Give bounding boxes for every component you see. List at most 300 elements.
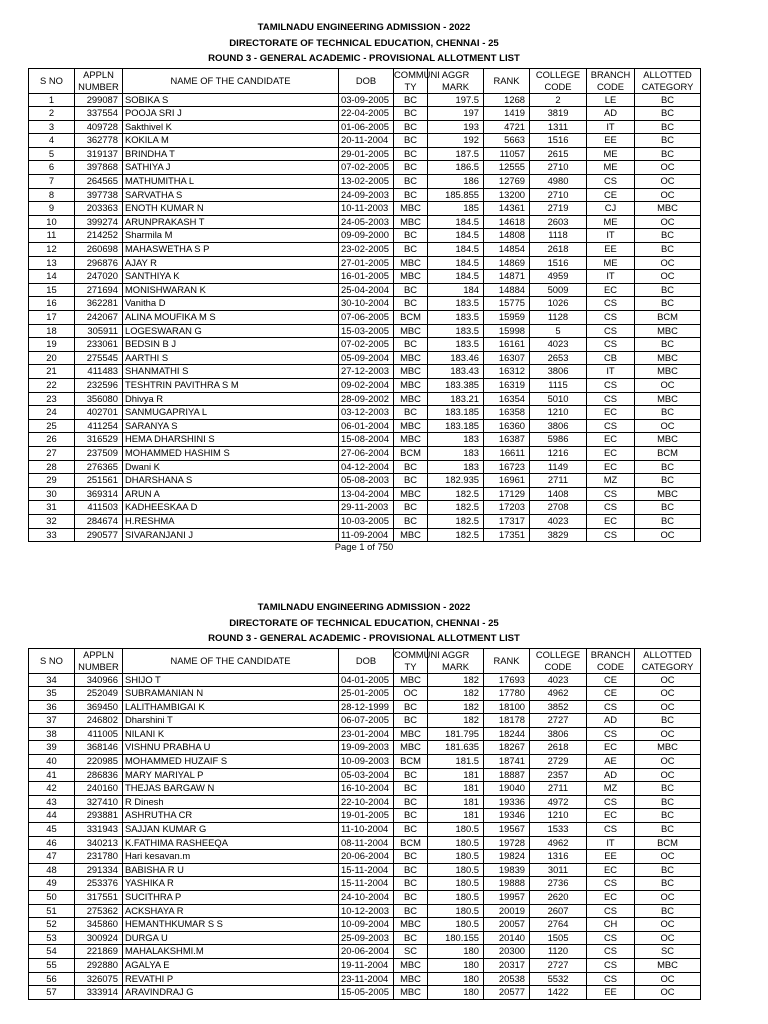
col-header-college-code: COLLEGE CODE	[530, 648, 587, 673]
cell-sno: 56	[29, 972, 75, 986]
cell-appln-number: 368146	[75, 741, 123, 755]
cell-branch-code: IT	[587, 120, 635, 134]
cell-aggr-mark: 197	[428, 107, 484, 121]
cell-branch-code: IT	[587, 229, 635, 243]
cell-allotted-category: OC	[635, 768, 701, 782]
cell-appln-number: 305911	[75, 324, 123, 338]
cell-community: BC	[394, 714, 428, 728]
cell-college-code: 2711	[530, 474, 587, 488]
cell-appln-number: 397868	[75, 161, 123, 175]
cell-branch-code: CS	[587, 419, 635, 433]
cell-rank: 16319	[484, 378, 530, 392]
cell-community: BC	[394, 891, 428, 905]
cell-branch-code: AD	[587, 714, 635, 728]
cell-community: MBC	[394, 256, 428, 270]
cell-community: BC	[394, 107, 428, 121]
cell-candidate-name: SARANYA S	[123, 419, 339, 433]
cell-branch-code: CS	[587, 378, 635, 392]
cell-rank: 14869	[484, 256, 530, 270]
cell-college-code: 2736	[530, 877, 587, 891]
cell-sno: 33	[29, 528, 75, 542]
cell-allotted-category: BC	[635, 809, 701, 823]
cell-sno: 24	[29, 406, 75, 420]
cell-dob: 15-03-2005	[339, 324, 394, 338]
table-row	[29, 93, 701, 107]
cell-sno: 54	[29, 945, 75, 959]
cell-rank: 20057	[484, 918, 530, 932]
table-row	[29, 687, 701, 701]
cell-sno: 15	[29, 283, 75, 297]
cell-candidate-name: AJAY R	[123, 256, 339, 270]
cell-rank: 14884	[484, 283, 530, 297]
cell-allotted-category: BC	[635, 147, 701, 161]
cell-college-code: 4959	[530, 270, 587, 284]
cell-branch-code: EC	[587, 460, 635, 474]
cell-branch-code: ME	[587, 147, 635, 161]
cell-college-code: 2719	[530, 202, 587, 216]
cell-allotted-category: BC	[635, 782, 701, 796]
cell-branch-code: CS	[587, 700, 635, 714]
cell-dob: 10-12-2003	[339, 904, 394, 918]
cell-candidate-name: Dhivya R	[123, 392, 339, 406]
cell-dob: 08-11-2004	[339, 836, 394, 850]
cell-dob: 01-06-2005	[339, 120, 394, 134]
cell-branch-code: CS	[587, 297, 635, 311]
table-row	[29, 958, 701, 972]
cell-dob: 04-12-2004	[339, 460, 394, 474]
table-row	[29, 378, 701, 392]
cell-candidate-name: SATHIYA J	[123, 161, 339, 175]
cell-branch-code: EC	[587, 741, 635, 755]
cell-rank: 16360	[484, 419, 530, 433]
cell-candidate-name: ARUN A	[123, 487, 339, 501]
cell-dob: 15-05-2005	[339, 986, 394, 1000]
cell-dob: 07-06-2005	[339, 311, 394, 325]
table-row	[29, 365, 701, 379]
cell-community: BC	[394, 823, 428, 837]
table-header-row	[29, 68, 701, 93]
cell-branch-code: CS	[587, 338, 635, 352]
allotment-page-2	[28, 600, 700, 1000]
allotment-table	[28, 68, 701, 543]
cell-dob: 10-03-2005	[339, 514, 394, 528]
cell-community: BC	[394, 161, 428, 175]
cell-candidate-name: MONISHWARAN K	[123, 283, 339, 297]
col-header-aggr-mark: AGGR MARK	[428, 68, 484, 93]
cell-branch-code: LE	[587, 93, 635, 107]
cell-sno: 8	[29, 188, 75, 202]
cell-branch-code: ME	[587, 161, 635, 175]
cell-rank: 15998	[484, 324, 530, 338]
cell-dob: 07-02-2005	[339, 338, 394, 352]
cell-sno: 32	[29, 514, 75, 528]
cell-college-code: 4962	[530, 687, 587, 701]
cell-allotted-category: OC	[635, 256, 701, 270]
cell-candidate-name: ALINA MOUFIKA M S	[123, 311, 339, 325]
cell-dob: 10-09-2003	[339, 755, 394, 769]
cell-sno: 45	[29, 823, 75, 837]
cell-branch-code: CE	[587, 188, 635, 202]
cell-college-code: 1210	[530, 406, 587, 420]
cell-candidate-name: DHARSHANA S	[123, 474, 339, 488]
cell-candidate-name: MOHAMMED HUZAIF S	[123, 755, 339, 769]
cell-branch-code: CS	[587, 945, 635, 959]
table-row	[29, 188, 701, 202]
cell-sno: 50	[29, 891, 75, 905]
table-row	[29, 891, 701, 905]
cell-college-code: 1149	[530, 460, 587, 474]
cell-aggr-mark: 182	[428, 714, 484, 728]
table-row	[29, 474, 701, 488]
cell-appln-number: 203363	[75, 202, 123, 216]
table-row	[29, 904, 701, 918]
cell-sno: 6	[29, 161, 75, 175]
cell-community: BC	[394, 406, 428, 420]
cell-allotted-category: BCM	[635, 446, 701, 460]
table-row	[29, 324, 701, 338]
col-header-aggr-mark: AGGR MARK	[428, 648, 484, 673]
cell-allotted-category: BC	[635, 501, 701, 515]
cell-rank: 17317	[484, 514, 530, 528]
cell-appln-number: 286836	[75, 768, 123, 782]
cell-aggr-mark: 180.5	[428, 836, 484, 850]
cell-community: BC	[394, 514, 428, 528]
table-header-row	[29, 648, 701, 673]
cell-candidate-name: K.FATHIMA RASHEEQA	[123, 836, 339, 850]
cell-candidate-name: ACKSHAYA R	[123, 904, 339, 918]
cell-candidate-name: LALITHAMBIGAI K	[123, 700, 339, 714]
cell-appln-number: 246802	[75, 714, 123, 728]
cell-aggr-mark: 182.5	[428, 514, 484, 528]
cell-allotted-category: MBC	[635, 365, 701, 379]
cell-appln-number: 327410	[75, 795, 123, 809]
cell-rank: 20538	[484, 972, 530, 986]
cell-rank: 15959	[484, 311, 530, 325]
table-row	[29, 809, 701, 823]
cell-branch-code: CS	[587, 877, 635, 891]
cell-college-code: 3829	[530, 528, 587, 542]
cell-allotted-category: OC	[635, 700, 701, 714]
cell-community: SC	[394, 945, 428, 959]
cell-rank: 17780	[484, 687, 530, 701]
cell-sno: 53	[29, 931, 75, 945]
cell-college-code: 1216	[530, 446, 587, 460]
cell-branch-code: EC	[587, 406, 635, 420]
cell-aggr-mark: 183.46	[428, 351, 484, 365]
col-header-sno: S NO	[29, 648, 75, 673]
doc-subtitle: DIRECTORATE OF TECHNICAL EDUCATION, CHENNAI - 25	[229, 37, 499, 49]
cell-rank: 18244	[484, 727, 530, 741]
cell-sno: 38	[29, 727, 75, 741]
cell-appln-number: 356080	[75, 392, 123, 406]
cell-aggr-mark: 181	[428, 768, 484, 782]
cell-aggr-mark: 184.5	[428, 256, 484, 270]
cell-college-code: 1118	[530, 229, 587, 243]
cell-community: MBC	[394, 392, 428, 406]
cell-sno: 10	[29, 215, 75, 229]
cell-college-code: 1533	[530, 823, 587, 837]
cell-dob: 23-01-2004	[339, 727, 394, 741]
cell-appln-number: 252049	[75, 687, 123, 701]
cell-rank: 19824	[484, 850, 530, 864]
cell-dob: 03-12-2003	[339, 406, 394, 420]
cell-candidate-name: SHIJO T	[123, 673, 339, 687]
cell-allotted-category: MBC	[635, 741, 701, 755]
cell-candidate-name: HEMANTHKUMAR S S	[123, 918, 339, 932]
cell-sno: 22	[29, 378, 75, 392]
cell-dob: 25-09-2003	[339, 931, 394, 945]
cell-rank: 14618	[484, 215, 530, 229]
cell-community: MBC	[394, 528, 428, 542]
cell-sno: 35	[29, 687, 75, 701]
cell-community: BC	[394, 474, 428, 488]
cell-candidate-name: DURGA U	[123, 931, 339, 945]
cell-college-code: 2618	[530, 243, 587, 257]
cell-rank: 17129	[484, 487, 530, 501]
cell-allotted-category: BC	[635, 93, 701, 107]
cell-sno: 27	[29, 446, 75, 460]
cell-aggr-mark: 186	[428, 175, 484, 189]
cell-community: BC	[394, 147, 428, 161]
cell-dob: 30-10-2004	[339, 297, 394, 311]
cell-rank: 13200	[484, 188, 530, 202]
cell-branch-code: CS	[587, 823, 635, 837]
cell-sno: 4	[29, 134, 75, 148]
cell-sno: 46	[29, 836, 75, 850]
cell-branch-code: IT	[587, 270, 635, 284]
col-header-allotted-category: ALLOTTED CATEGORY	[635, 648, 701, 673]
cell-aggr-mark: 181.5	[428, 755, 484, 769]
cell-aggr-mark: 184	[428, 283, 484, 297]
cell-aggr-mark: 184.5	[428, 243, 484, 257]
cell-appln-number: 291334	[75, 863, 123, 877]
cell-aggr-mark: 180.5	[428, 823, 484, 837]
col-header-candidate-name: NAME OF THE CANDIDATE	[123, 68, 339, 93]
cell-allotted-category: BC	[635, 134, 701, 148]
cell-allotted-category: OC	[635, 891, 701, 905]
cell-branch-code: EC	[587, 863, 635, 877]
cell-rank: 20577	[484, 986, 530, 1000]
cell-aggr-mark: 180	[428, 945, 484, 959]
cell-branch-code: CE	[587, 687, 635, 701]
cell-college-code: 3852	[530, 700, 587, 714]
col-header-community: COMMUNI TY	[394, 649, 440, 672]
cell-rank: 19040	[484, 782, 530, 796]
cell-sno: 14	[29, 270, 75, 284]
cell-appln-number: 337554	[75, 107, 123, 121]
cell-dob: 19-11-2004	[339, 958, 394, 972]
cell-candidate-name: SHANMATHI S	[123, 365, 339, 379]
cell-candidate-name: REVATHI P	[123, 972, 339, 986]
col-header-dob: DOB	[339, 68, 394, 93]
cell-branch-code: CS	[587, 501, 635, 515]
cell-community: MBC	[394, 918, 428, 932]
cell-rank: 17693	[484, 673, 530, 687]
cell-allotted-category: BC	[635, 338, 701, 352]
cell-aggr-mark: 182.935	[428, 474, 484, 488]
cell-aggr-mark: 184.5	[428, 270, 484, 284]
cell-candidate-name: KADHEESKAA D	[123, 501, 339, 515]
col-header-rank: RANK	[484, 68, 530, 93]
cell-candidate-name: BRINDHA T	[123, 147, 339, 161]
cell-sno: 30	[29, 487, 75, 501]
cell-aggr-mark: 183	[428, 460, 484, 474]
cell-allotted-category: OC	[635, 175, 701, 189]
cell-branch-code: IT	[587, 365, 635, 379]
col-header-college-code: COLLEGE CODE	[530, 68, 587, 93]
cell-college-code: 2764	[530, 918, 587, 932]
cell-branch-code: AD	[587, 768, 635, 782]
cell-rank: 17203	[484, 501, 530, 515]
table-row	[29, 850, 701, 864]
cell-allotted-category: OC	[635, 986, 701, 1000]
cell-allotted-category: BCM	[635, 311, 701, 325]
cell-candidate-name: MARY MARIYAL P	[123, 768, 339, 782]
cell-allotted-category: OC	[635, 378, 701, 392]
cell-allotted-category: OC	[635, 188, 701, 202]
cell-aggr-mark: 183.5	[428, 297, 484, 311]
table-row	[29, 392, 701, 406]
cell-appln-number: 299087	[75, 93, 123, 107]
cell-college-code: 4972	[530, 795, 587, 809]
cell-sno: 44	[29, 809, 75, 823]
cell-dob: 16-01-2005	[339, 270, 394, 284]
cell-community: BC	[394, 283, 428, 297]
cell-aggr-mark: 181	[428, 782, 484, 796]
cell-college-code: 2603	[530, 215, 587, 229]
cell-appln-number: 369314	[75, 487, 123, 501]
cell-branch-code: CS	[587, 904, 635, 918]
cell-appln-number: 292880	[75, 958, 123, 972]
cell-college-code: 2653	[530, 351, 587, 365]
table-row	[29, 741, 701, 755]
cell-sno: 39	[29, 741, 75, 755]
cell-college-code: 2729	[530, 755, 587, 769]
cell-sno: 2	[29, 107, 75, 121]
cell-college-code: 1516	[530, 134, 587, 148]
cell-branch-code: CS	[587, 972, 635, 986]
cell-dob: 23-11-2004	[339, 972, 394, 986]
allotment-page-1	[28, 20, 700, 552]
cell-appln-number: 340966	[75, 673, 123, 687]
cell-sno: 42	[29, 782, 75, 796]
cell-dob: 06-01-2004	[339, 419, 394, 433]
cell-community: BC	[394, 188, 428, 202]
cell-college-code: 1311	[530, 120, 587, 134]
table-row	[29, 120, 701, 134]
cell-allotted-category: BC	[635, 823, 701, 837]
cell-candidate-name: SIVARANJANI J	[123, 528, 339, 542]
table-row	[29, 433, 701, 447]
cell-dob: 10-09-2004	[339, 918, 394, 932]
cell-community: BC	[394, 931, 428, 945]
cell-allotted-category: MBC	[635, 433, 701, 447]
cell-dob: 24-10-2004	[339, 891, 394, 905]
cell-sno: 16	[29, 297, 75, 311]
table-row	[29, 782, 701, 796]
cell-aggr-mark: 180.5	[428, 850, 484, 864]
cell-college-code: 2620	[530, 891, 587, 905]
cell-sno: 57	[29, 986, 75, 1000]
cell-community: MBC	[394, 324, 428, 338]
cell-community: BC	[394, 297, 428, 311]
cell-aggr-mark: 183	[428, 446, 484, 460]
cell-candidate-name: AGALYA E	[123, 958, 339, 972]
cell-college-code: 1026	[530, 297, 587, 311]
cell-allotted-category: BC	[635, 474, 701, 488]
cell-aggr-mark: 180	[428, 958, 484, 972]
cell-aggr-mark: 181.795	[428, 727, 484, 741]
cell-aggr-mark: 182	[428, 700, 484, 714]
cell-dob: 27-06-2004	[339, 446, 394, 460]
allotment-table	[28, 648, 701, 1000]
table-row	[29, 768, 701, 782]
col-header-community: COMMUNI TY	[394, 69, 440, 92]
cell-allotted-category: OC	[635, 727, 701, 741]
cell-college-code: 1422	[530, 986, 587, 1000]
cell-candidate-name: MATHUMITHA L	[123, 175, 339, 189]
cell-rank: 5663	[484, 134, 530, 148]
table-row	[29, 270, 701, 284]
cell-dob: 27-12-2003	[339, 365, 394, 379]
cell-appln-number: 362778	[75, 134, 123, 148]
cell-appln-number: 232596	[75, 378, 123, 392]
cell-community: BC	[394, 175, 428, 189]
cell-aggr-mark: 183.385	[428, 378, 484, 392]
cell-appln-number: 242067	[75, 311, 123, 325]
cell-sno: 11	[29, 229, 75, 243]
cell-appln-number: 399274	[75, 215, 123, 229]
table-row	[29, 945, 701, 959]
cell-appln-number: 296876	[75, 256, 123, 270]
cell-branch-code: CS	[587, 324, 635, 338]
cell-college-code: 2	[530, 93, 587, 107]
page-footer: Page 1 of 750	[334, 541, 394, 553]
cell-branch-code: EE	[587, 243, 635, 257]
cell-college-code: 4023	[530, 514, 587, 528]
cell-appln-number: 411254	[75, 419, 123, 433]
col-header-sno: S NO	[29, 68, 75, 93]
cell-dob: 28-09-2002	[339, 392, 394, 406]
cell-branch-code: CJ	[587, 202, 635, 216]
cell-candidate-name: ASHRUTHA CR	[123, 809, 339, 823]
cell-college-code: 2607	[530, 904, 587, 918]
cell-college-code: 5009	[530, 283, 587, 297]
doc-title: TAMILNADU ENGINEERING ADMISSION - 2022	[257, 22, 471, 33]
cell-community: MBC	[394, 215, 428, 229]
cell-college-code: 2727	[530, 714, 587, 728]
cell-appln-number: 276365	[75, 460, 123, 474]
cell-community: BC	[394, 782, 428, 796]
table-row	[29, 406, 701, 420]
cell-branch-code: MZ	[587, 474, 635, 488]
cell-sno: 7	[29, 175, 75, 189]
cell-sno: 25	[29, 419, 75, 433]
cell-sno: 17	[29, 311, 75, 325]
cell-rank: 16358	[484, 406, 530, 420]
cell-college-code: 2711	[530, 782, 587, 796]
cell-dob: 05-08-2003	[339, 474, 394, 488]
cell-aggr-mark: 193	[428, 120, 484, 134]
table-row	[29, 107, 701, 121]
table-row	[29, 972, 701, 986]
cell-rank: 20019	[484, 904, 530, 918]
cell-branch-code: EE	[587, 134, 635, 148]
cell-sno: 3	[29, 120, 75, 134]
cell-branch-code: MZ	[587, 782, 635, 796]
cell-community: MBC	[394, 958, 428, 972]
cell-appln-number: 253376	[75, 877, 123, 891]
